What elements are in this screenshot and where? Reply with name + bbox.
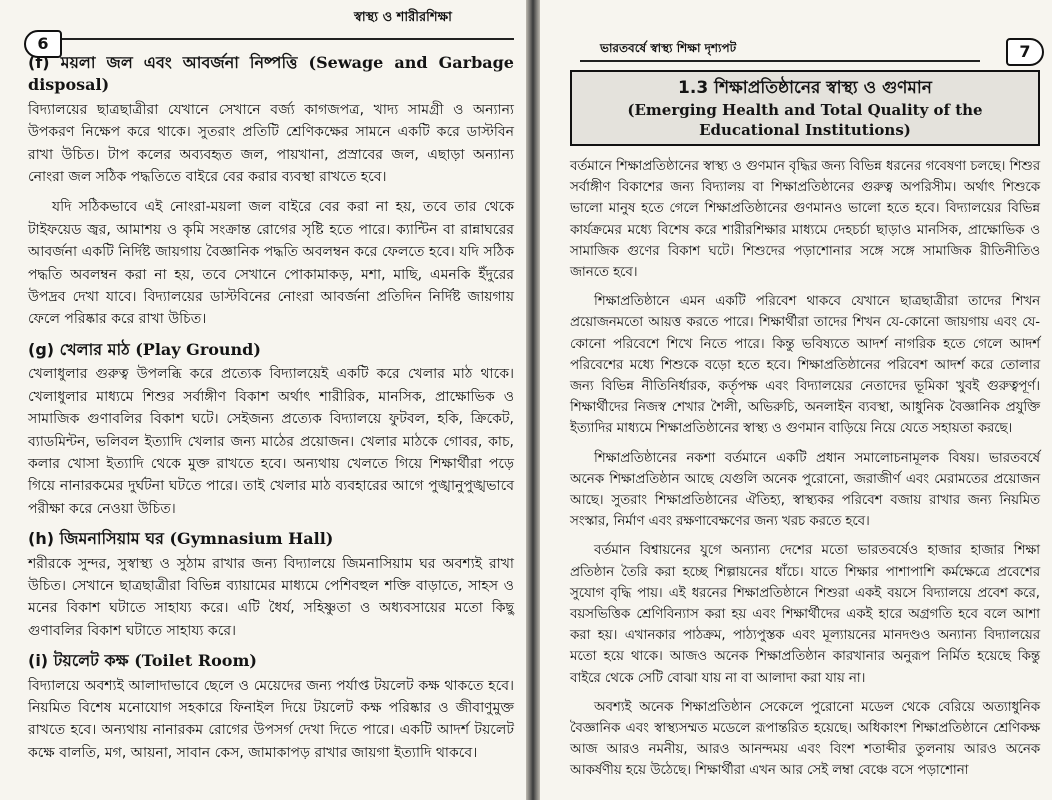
paragraph: বিদ্যালয়ের ছাত্রছাত্রীরা যেখানে সেখানে বর্জ্য কাগজপত্র, খাদ্য সামগ্রী ও অন্যান্য উপকরণ নিক্ষেপ করে থাকে। সুতরাং প্রতিটি শ্রেণিকক্ষের সামনে একটি করে ডাস্টবিন রাখা উচিত। টাপ কলের অব্যবহৃত জল, পায়খানা, প্রস্রাবের জল, এছাড়া অন্যান্য নোংরা জল সঠিক পদ্ধতিতে বাইরে বের করার ব্যবস্থা রাখতে হবে।	[28, 101, 514, 186]
paragraph: শিক্ষাপ্রতিষ্ঠানের নকশা বর্তমানে একটি প্রধান সমালোচনামূলক বিষয়। ভারতবর্ষে অনেক শিক্ষাপ্রতিষ্ঠান আছে যেগুলি অনেক পুরোনো, জরাজীর্ণ এবং মেরামতের প্রয়োজন আছে। সুতরাং শিক্ষাপ্রতিষ্ঠানের ঐতিহ্য, স্বাস্থ্যকর পরিবেশ বজায় রাখার জন্য নিয়মিত সংস্কার, নির্মাণ এবং রক্ষণাবেক্ষণের জন্য খরচ করতে হবে।	[570, 450, 1040, 530]
right-page-number: 7	[1006, 38, 1044, 66]
section-heading	[28, 528, 514, 550]
section-play-ground	[28, 339, 514, 520]
left-page-body	[28, 46, 514, 772]
right-running-head: ভারতবর্ষে স্বাস্থ্য শিক্ষা দৃশ্যপট	[600, 41, 737, 55]
right-page	[540, 0, 1052, 800]
paragraph: খেলাধুলার গুরুত্ব উপলব্ধি করে প্রত্যেক বিদ্যালয়েই একটি করে খেলার মাঠ থাকে। খেলাধুলার মাধ্যমে শিশুর সর্বাঙ্গীণ বিকাশ অর্থাৎ শারীরিক, মানসিক, প্রাক্ষোভিক ও সামাজিক গুণাবলির বিকাশ ঘটে। সেইজন্য প্রত্যেক বিদ্যালয়ে ফুটবল, হকি, ক্রিকেট, ব্যাডমিন্টন, ভলিবল ইত্যাদি খেলার জন্য মাঠের প্রয়োজন। খেলার মাঠকে গোবর, কাচ, কলার খোসা ইত্যাদি থেকে মুক্ত রাখতে হবে। অন্যথায় খেলতে গিয়ে শিক্ষার্থীরা পড়ে গিয়ে নানারকমের দুর্ঘটনা ঘটতে পারে। তাই খেলার মাঠ ব্যবহারের আগে পুঙ্খানুপুঙ্খভাবে পরীক্ষা করে নেওয়া উচিত।	[28, 366, 514, 517]
section-title-bn: 1.3 শিক্ষাপ্রতিষ্ঠানের স্বাস্থ্য ও গুণমান	[678, 78, 932, 98]
section-toilet-room	[28, 650, 514, 764]
paragraph: অবশ্যই অনেক শিক্ষাপ্রতিষ্ঠান সেকেলে পুরোনো মডেল থেকে বেরিয়ে অত্যাধুনিক বৈজ্ঞানিক এবং স্বাস্থ্যসম্মত মডেলে রূপান্তরিত হয়েছে। অধিকাংশ শিক্ষাপ্রতিষ্ঠানে শ্রেণিকক্ষ আজ আরও নমনীয়, আরও আনন্দময় এবং বিংশ শতাব্দীর তুলনায় আরও অনেক আকর্ষণীয় হয়ে উঠেছে। শিক্ষার্থীরা এখন আর সেই লম্বা বেঞ্চে বসে পড়াশোনা	[570, 699, 1040, 779]
heading-en: (Gymnasium Hall)	[169, 529, 334, 549]
heading-bn: (h) জিমনাসিয়াম ঘর	[28, 529, 164, 549]
right-page-body	[570, 66, 1040, 790]
section-gymnasium	[28, 528, 514, 642]
left-header-rule	[60, 38, 514, 40]
left-page-number: 6	[24, 30, 62, 58]
paragraph: শিক্ষাপ্রতিষ্ঠানে এমন একটি পরিবেশ থাকবে যেখানে ছাত্রছাত্রীরা তাদের শিখন প্রয়োজনমতো আয়ত্ত করতে পারে। শিক্ষার্থীরা তাদের শিখন যে-কোনো জায়গায় এবং যে-কোনো পরিবেশে শিখে নিতে পারে। কিন্তু ভবিষ্যতে আদর্শ নাগরিক হতে গেলে আদর্শ পরিবেশের মধ্যে শিশুকে বড়ো হতে হবে। শিক্ষাপ্রতিষ্ঠানের পরিবেশ আদর্শ করে তোলার জন্য বিভিন্ন নীতিনির্ধারক, কর্তৃপক্ষ এবং বিদ্যালয়ের নেতাদের ভূমিকা খুবই গুরুত্বপূর্ণ। শিক্ষার্থীদের নিজস্ব শেখার শৈলী, অভিরুচি, অনলাইন ব্যবস্থা, আধুনিক বৈজ্ঞানিক প্রযুক্তি ইত্যাদির মাধ্যমে শিক্ষাপ্রতিষ্ঠানের স্বাস্থ্য ও গুণমান বাড়িয়ে নিয়ে যেতে সহায়তা করছে।	[570, 294, 1040, 437]
paragraph: বর্তমান বিশ্বায়নের যুগে অন্যান্য দেশের মতো ভারতবর্ষেও হাজার হাজার শিক্ষা প্রতিষ্ঠান তৈরি করা হচ্ছে শিল্পায়নের ধাঁচে। যাতে শিক্ষার পাশাপাশি কর্মক্ষেত্রে প্রবেশের সুযোগ বৃদ্ধি পায়। এই ধরনের শিক্ষাপ্রতিষ্ঠানে শিশুরা একই বয়সে বিদ্যালয়ে প্রবেশ করে, বয়সভিত্তিক শ্রেণিবিন্যাস করা হয় এবং শিক্ষার্থীদের একই হারে অগ্রগতি হবে বলে আশা করা হয়। এখানকার পাঠক্রম, পাঠ্যপুস্তক এবং মূল্যায়নের মানদণ্ডও অন্যান্য বিদ্যালয়ের মতো হয়ে থাকে। আজও অনেক শিক্ষাপ্রতিষ্ঠান কারখানার অনুরূপ নির্মিত হয়েছে কিন্তু বাইরে থেকে সেটি বোঝা যায় না বা আলাদা করা যায় না।	[570, 543, 1040, 686]
section-sewage	[28, 52, 514, 331]
heading-bn: (g) খেলার মাঠ	[28, 339, 130, 359]
section-heading	[28, 52, 514, 97]
paragraph: যদি সঠিকভাবে এই নোংরা-ময়লা জল বাইরে বের করা না হয়, তবে তার থেকে টাইফয়েড জ্বর, আমাশয় ও কৃমি সংক্রান্ত রোগের সৃষ্টি হতে পারে। ক্যান্টিন বা রান্নাঘরের আবর্জনা একটি নির্দিষ্ট জায়গায় বৈজ্ঞানিক পদ্ধতি অবলম্বন করে ফেলতে হবে। যদি সঠিক পদ্ধতি অবলম্বন করা না হয়, তবে সেখানে পোকামাকড়, মশা, মাছি, এমনকি ইঁদুরের উপদ্রব দেখা যাবে। বিদ্যালয়ের ডাস্টবিনের নোংরা আবর্জনা প্রতিদিন নির্দিষ্ট জায়গায় ফেলে পরিষ্কার করে রাখা উচিত।	[28, 199, 514, 328]
paragraph: শরীরকে সুন্দর, সুস্বাস্থ্য ও সুঠাম রাখার জন্য বিদ্যালয়ে জিমনাসিয়াম ঘর অবশ্যই রাখা উচিত। সেখানে ছাত্রছাত্রীরা বিভিন্ন ব্যায়ামের মাধ্যমে পেশিবহুল শক্তি বাড়াতে, সাহস ও মনের বিকাশ ঘটাতে সাহায্য করে। এটি ধৈর্য, সহিষ্ণুতা ও অধ্যবসায়ের মতো কিছু গুণাবলির বিকাশ ঘটাতে সাহায্য করে।	[28, 555, 514, 639]
left-running-head: স্বাস্থ্য ও শারীরশিক্ষা	[354, 10, 452, 25]
heading-bn: (f) ময়লা জল এবং আবর্জনা নিষ্পত্তি	[28, 53, 298, 72]
section-heading	[28, 650, 514, 672]
paragraph: বিদ্যালয়ে অবশ্যই আলাদাভাবে ছেলে ও মেয়েদের জন্য পর্যাপ্ত টয়লেট কক্ষ থাকতে হবে। নিয়মিত বিশেষ মনোযোগ সহকারে ফিনাইল দিয়ে টয়লেট কক্ষ পরিষ্কার ও জীবাণুমুক্ত রাখতে হবে। অন্যথায় নানারকম রোগের উপসর্গ দেখা দিতে পারে। একটি আদর্শ টয়লেট কক্ষে বালতি, মগ, আয়না, সাবান কেস, জামাকাপড় রাখার জায়গা ইত্যাদি থাকবে।	[28, 677, 514, 761]
heading-en: (Toilet Room)	[134, 651, 257, 671]
paragraph: বর্তমানে শিক্ষাপ্রতিষ্ঠানের স্বাস্থ্য ও গুণমান বৃদ্ধির জন্য বিভিন্ন ধরনের গবেষণা চলছে। শিশুর সর্বাঙ্গীণ বিকাশের জন্য বিদ্যালয় বা শিক্ষাপ্রতিষ্ঠানের গুরুত্ব অপরিসীম। অর্থাৎ শিশুকে ভালো মানুষ হতে গেলে শিক্ষাপ্রতিষ্ঠানের গুণমানও ভালো হতে হবে। বিদ্যালয়ের বিভিন্ন কার্যক্রমের মধ্যে বিশেষ করে শারীরশিক্ষার মাধ্যমে দেহচর্চা ছাড়াও মানসিক, প্রাক্ষোভিক ও সামাজিক গুণের বিকাশ ঘটে। শিশুদের পড়াশোনার সঙ্গে সঙ্গে সামাজিক রীতিনীতিও জানতে হবে।	[570, 159, 1040, 281]
right-header-rule	[580, 60, 980, 62]
section-title-box	[570, 70, 1040, 146]
heading-bn: (i) টয়লেট কক্ষ	[28, 651, 129, 671]
heading-en: (Sewage and Garbage disposal)	[28, 53, 514, 95]
section-heading	[28, 339, 514, 361]
section-title-en: (Emerging Health and Total Quality of the Educational Institutions)	[627, 101, 983, 139]
heading-en: (Play Ground)	[135, 339, 261, 359]
book-gutter	[526, 0, 540, 800]
